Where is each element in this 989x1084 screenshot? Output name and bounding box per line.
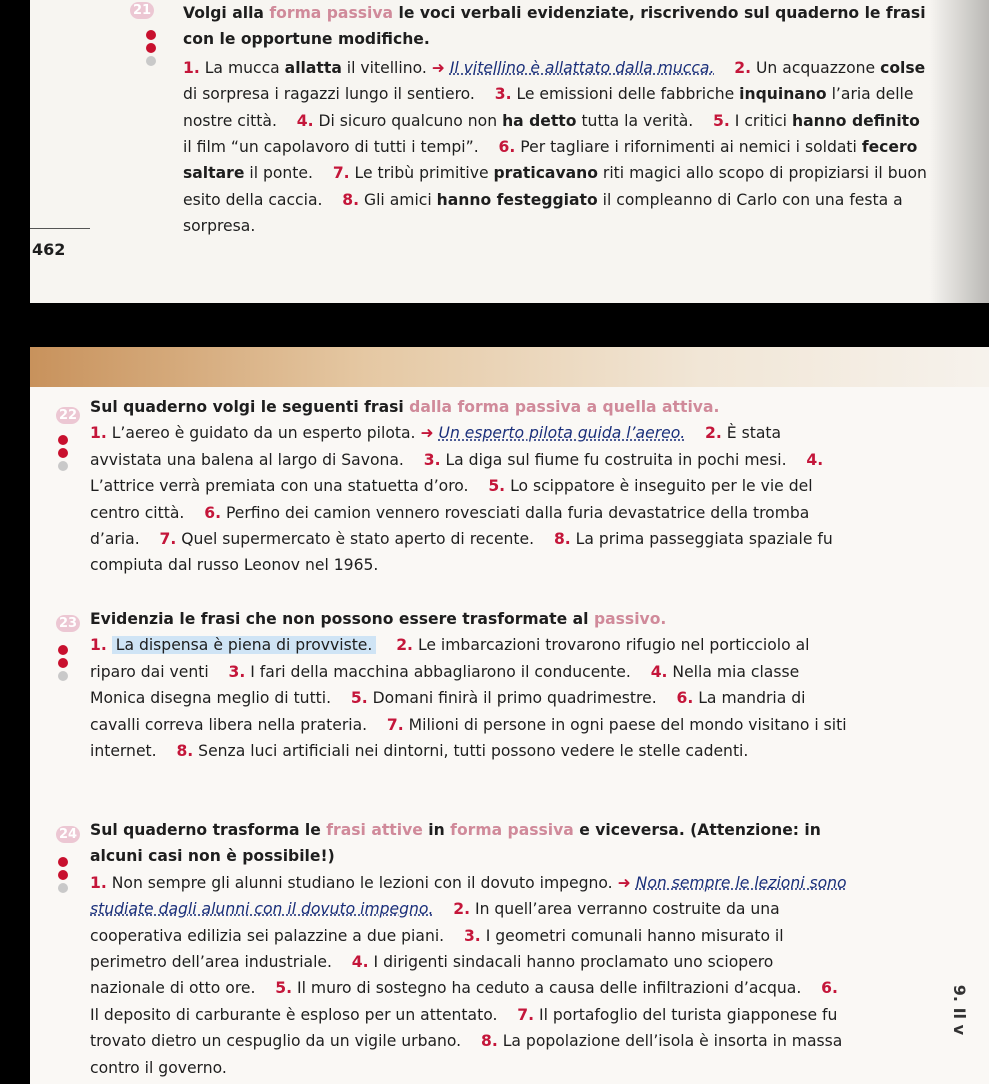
- page-header-strip: [30, 347, 989, 387]
- side-chapter-label: 9. Il v: [950, 984, 969, 1035]
- exercise-number-21: 21: [130, 2, 154, 19]
- exercise-22: [90, 394, 850, 579]
- exercise-22-body: 1. L’aereo è guidato da un esperto pilota. ➜ Un esperto pilota guida l’aereo. 2. È stata avvistata una balena al largo di Savona. 3. La diga sul fiume fu costruita in pochi mesi. 4. L’attrice verrà premiata con una statuetta d’oro. 5. Lo scippatore è inseguito per le vie del centro città. 6. Perfino dei camion vennero rovesciati dalla furia devastatrice della tromba d’aria. 7. Quel supermercato è stato aperto di recente. 8. La prima passeggiata spaziale fu compiuta dal russo Leonov nel 1965.: [90, 424, 833, 575]
- exercise-24-heading: Sul quaderno trasforma le frasi attive in forma passiva e viceversa. (Attenzione: in alcuni casi non è possibile!): [90, 821, 821, 866]
- answer-example: Il vitellino è allattato dalla mucca.: [449, 58, 715, 77]
- exercise-number-24: 24: [56, 826, 80, 843]
- arrow-icon: ➜: [420, 424, 434, 443]
- exercise-23: [90, 606, 850, 764]
- exercise-21-body: 1. La mucca allatta il vitellino. ➜ Il vitellino è allattato dalla mucca. 2. Un acquazzone colse di sorpresa i ragazzi lungo il sentiero. 3. Le emissioni delle fabbriche inquinano l’aria delle nostre città. 4. Di sicuro qualcuno non ha detto tutta la verità. 5. I critici hanno definito il film “un capolavoro di tutti i tempi”. 6. Per tagliare i rifornimenti ai nemici i soldati fecero saltare il ponte. 7. Le tribù primitive praticavano riti magici allo scopo di propiziarsi il buon esito della caccia. 8. Gli amici hanno festeggiato il compleanno di Carlo con una festa a sorpresa.: [183, 58, 927, 236]
- bullet-markers: [146, 30, 160, 69]
- highlighted-sentence: La dispensa è piena di provviste.: [112, 636, 377, 654]
- exercise-21-heading: Volgi alla forma passiva le voci verbali evidenziate, riscrivendo sul quaderno le frasi con le opportune modifiche.: [183, 4, 926, 49]
- arrow-icon: ➜: [431, 58, 445, 77]
- exercise-number-23: 23: [56, 615, 80, 632]
- answer-example: Non sempre le lezioni sono studiate dagli alunni con il dovuto impegno.: [90, 873, 847, 919]
- bullet-markers: [58, 857, 72, 896]
- exercise-23-heading: Evidenzia le frasi che non possono essere trasformate al passivo.: [90, 610, 667, 628]
- exercise-21: [183, 0, 933, 240]
- page-edge-shadow: [929, 0, 989, 303]
- answer-example: Un esperto pilota guida l’aereo.: [438, 424, 686, 443]
- bullet-markers: [58, 435, 72, 474]
- exercise-number-22: 22: [56, 407, 80, 424]
- exercise-24: [90, 817, 850, 1081]
- page-top: [30, 0, 989, 303]
- exercise-24-body: 1. Non sempre gli alunni studiano le lezioni con il dovuto impegno. ➜ Non sempre le lezioni sono studiate dagli alunni con il dovuto impegno. 2. In quell’area verranno costruite da una cooperativa edilizia sei palazzine a due piani. 3. I geometri comunali hanno misurato il perimetro dell’area industriale. 4. I dirigenti sindacali hanno proclamato uno sciopero nazionale di otto ore. 5. Il muro di sostegno ha ceduto a causa delle infiltrazioni d’acqua. 6. Il deposito di carburante è esploso per un attentato. 7. Il portafoglio del turista giapponese fu trovato dietro un cespuglio da un vigile urbano. 8. La popolazione dell’isola è insorta in massa contro il governo.: [90, 873, 847, 1077]
- page-number: 462: [32, 240, 66, 259]
- exercise-22-heading: Sul quaderno volgi le seguenti frasi dalla forma passiva a quella attiva.: [90, 398, 720, 416]
- exercise-23-body: 1. La dispensa è piena di provviste. 2. Le imbarcazioni trovarono rifugio nel porticciolo al riparo dai venti 3. I fari della macchina abbagliarono il conducente. 4. Nella mia classe Monica disegna meglio di tutti. 5. Domani finirà il primo quadrimestre. 6. La mandria di cavalli correva libera nella prateria. 7. Milioni di persone in ogni paese del mondo visitano i siti internet. 8. Senza luci artificiali nei dintorni, tutti possono vedere le stelle cadenti.: [90, 636, 847, 761]
- page-bottom: [30, 347, 989, 1084]
- bullet-markers: [58, 645, 72, 684]
- page-number-rule: [30, 228, 90, 229]
- arrow-icon: ➜: [617, 873, 631, 892]
